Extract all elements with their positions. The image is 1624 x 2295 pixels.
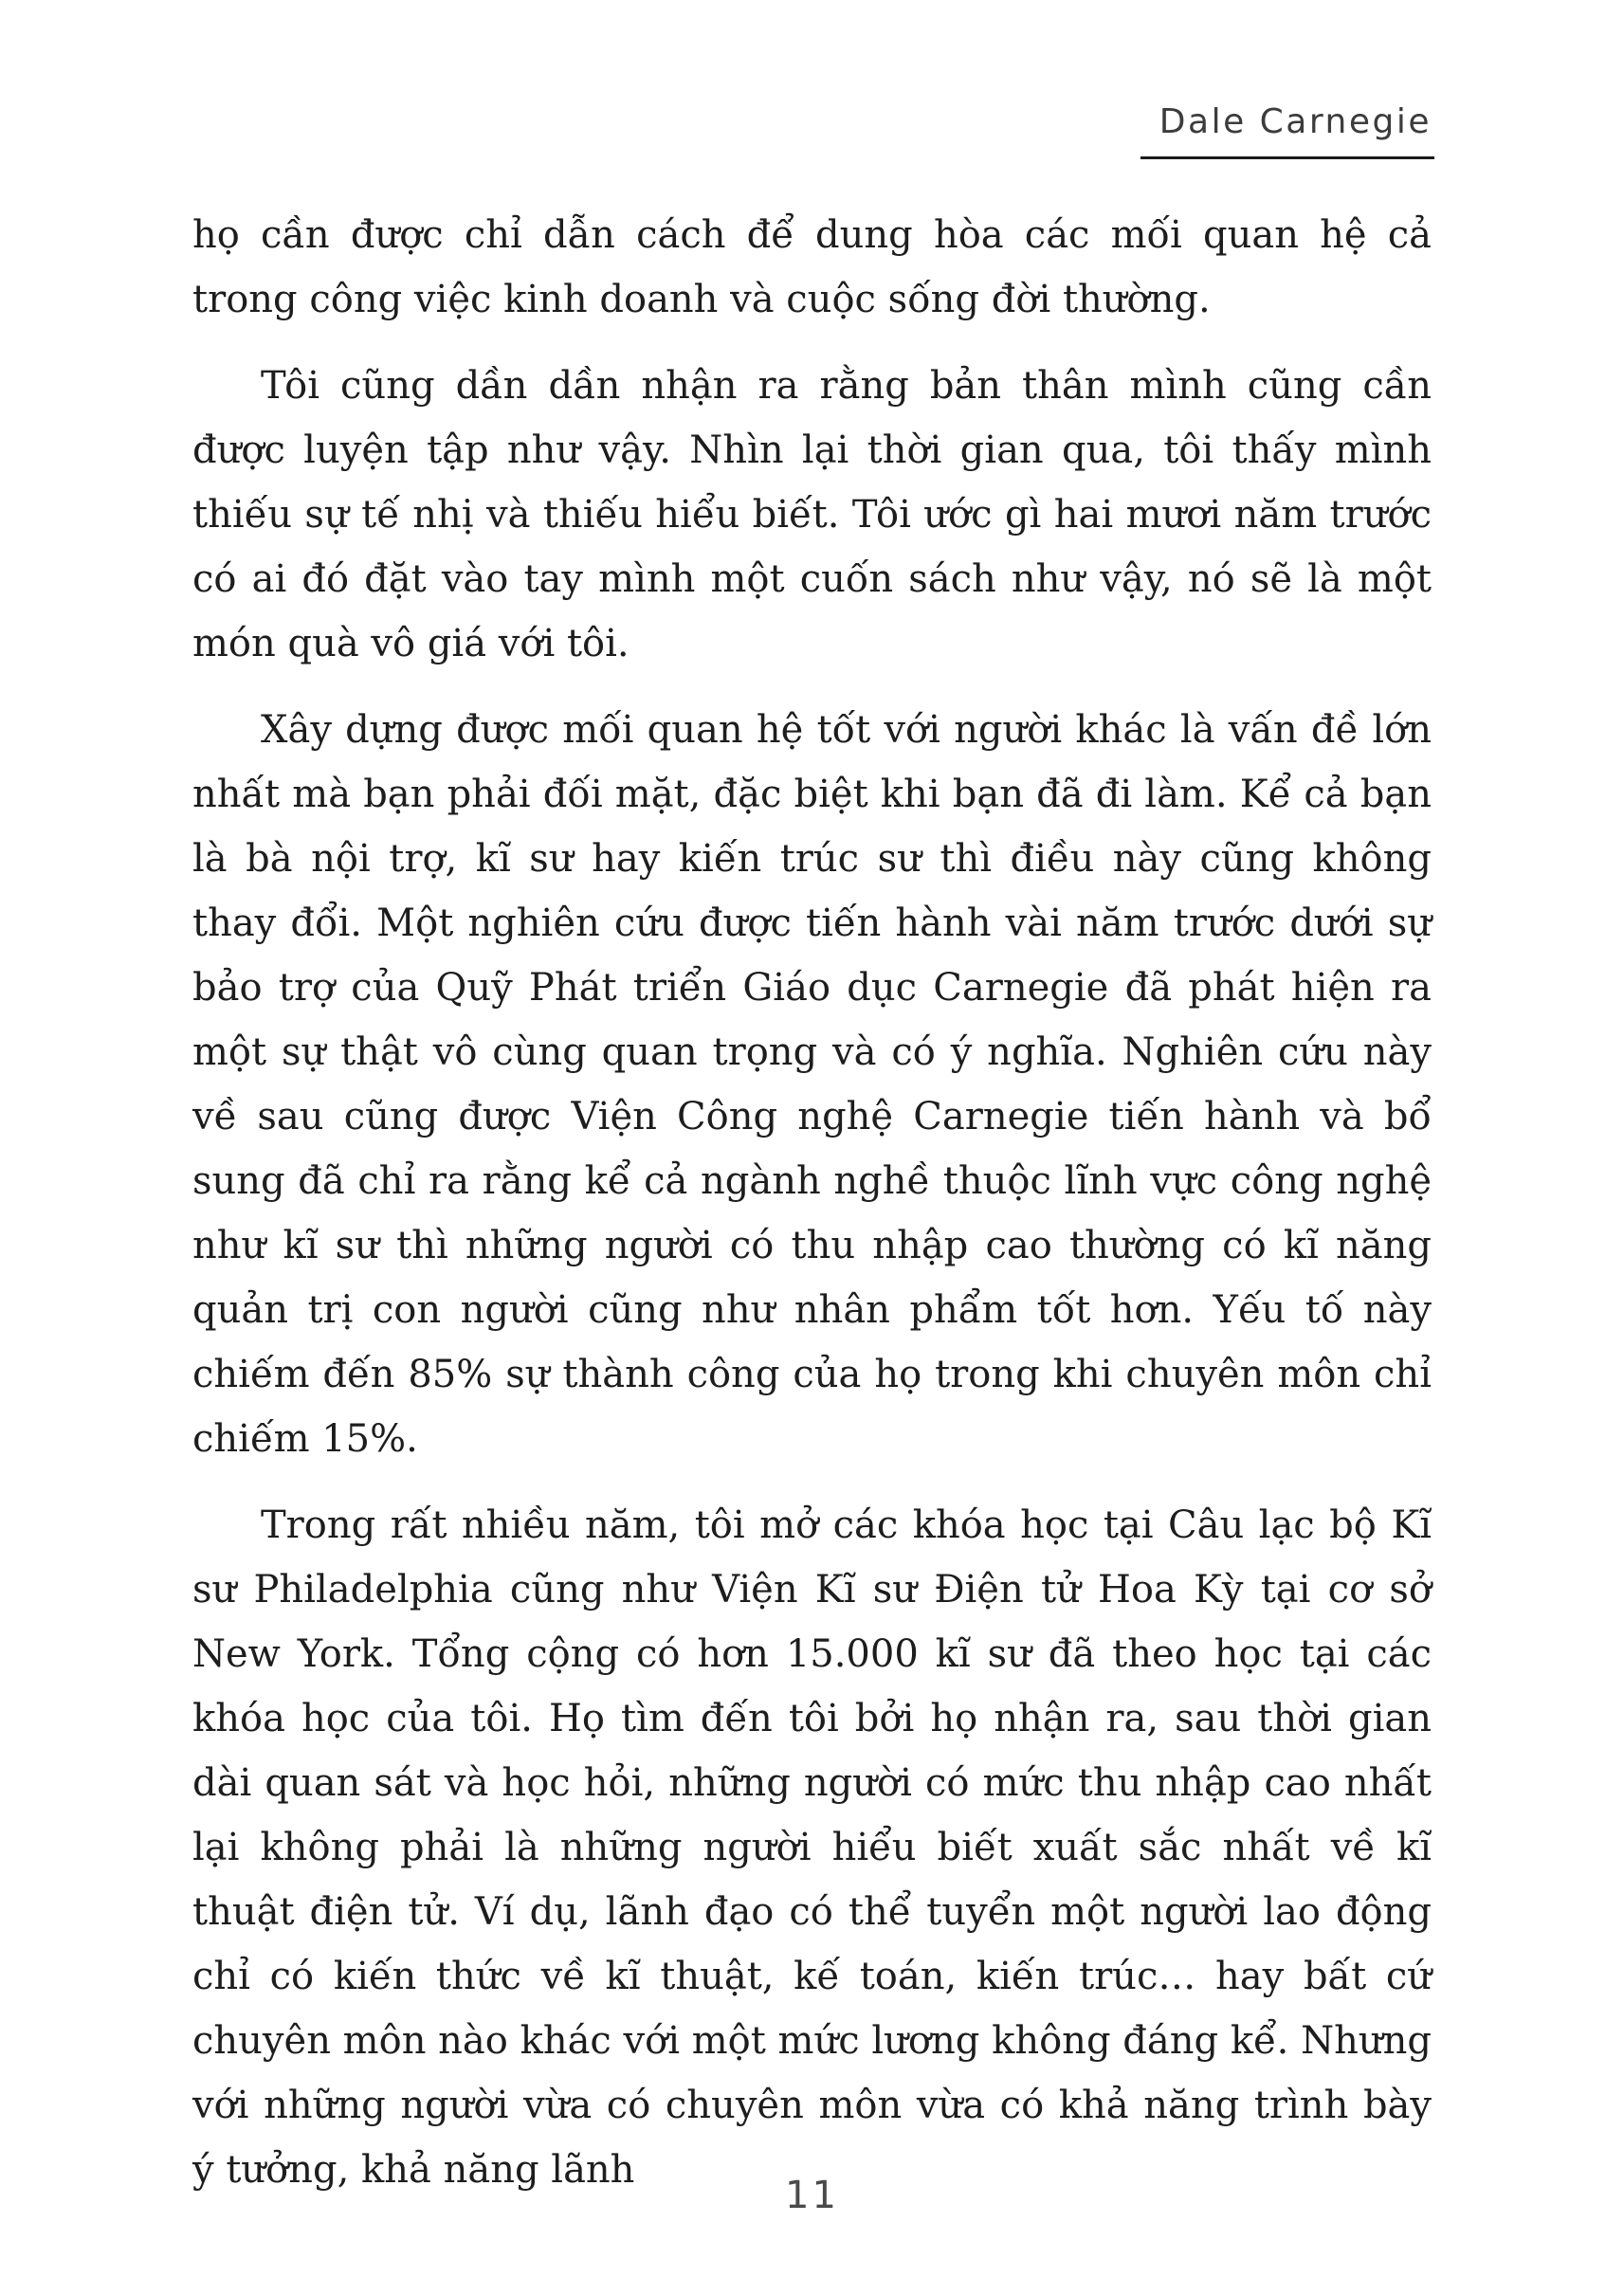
page-footer <box>0 2174 1624 2217</box>
page-body <box>0 159 1624 2202</box>
paragraph: Trong rất nhiều năm, tôi mở các khóa học tại Câu lạc bộ Kĩ sư Philadelphia cũng như Viện Kĩ sư Điện tử Hoa Kỳ tại cơ sở New York. Tổng cộng có hơn 15.000 kĩ sư đã theo học tại các khóa học của tôi. Họ tìm đến tôi bởi họ nhận ra, sau thời gian dài quan sát và học hỏi, những người có mức thu nhập cao nhất lại không phải là những người hiểu biết xuất sắc nhất về kĩ thuật điện tử. Ví dụ, lãnh đạo có thể tuyển một người lao động chỉ có kiến thức về kĩ thuật, kế toán, kiến trúc… hay bất cứ chuyên môn nào khác với một mức lương không đáng kể. Nhưng với những người vừa có chuyên môn vừa có khả năng trình bày ý tưởng, khả năng lãnh <box>192 1503 1432 2192</box>
page-header <box>0 0 1624 159</box>
paragraph: Tôi cũng dần dần nhận ra rằng bản thân mình cũng cần được luyện tập như vậy. Nhìn lại thời gian qua, tôi thấy mình thiếu sự tế nhị và thiếu hiểu biết. Tôi ước gì hai mươi năm trước có ai đó đặt vào tay mình một cuốn sách như vậy, nó sẽ là một món quà vô giá với tôi. <box>192 364 1432 665</box>
author-name-running-head: Dale Carnegie <box>1140 102 1434 159</box>
paragraph: Xây dựng được mối quan hệ tốt với người khác là vấn đề lớn nhất mà bạn phải đối mặt, đặc biệt khi bạn đã đi làm. Kể cả bạn là bà nội trợ, kĩ sư hay kiến trúc sư thì điều này cũng không thay đổi. Một nghiên cứu được tiến hành vài năm trước dưới sự bảo trợ của Quỹ Phát triển Giáo dục Carnegie đã phát hiện ra một sự thật vô cùng quan trọng và có ý nghĩa. Nghiên cứu này về sau cũng được Viện Công nghệ Carnegie tiến hành và bổ sung đã chỉ ra rằng kể cả ngành nghề thuộc lĩnh vực công nghệ như kĩ sư thì những người có thu nhập cao thường có kĩ năng quản trị con người cũng như nhân phẩm tốt hơn. Yếu tố này chiếm đến 85% sự thành công của họ trong khi chuyên môn chỉ chiếm 15%. <box>192 708 1432 1461</box>
page-number: 11 <box>785 2174 839 2217</box>
paragraph: họ cần được chỉ dẫn cách để dung hòa các mối quan hệ cả trong công việc kinh doanh và cuộc sống đời thường. <box>192 213 1432 321</box>
